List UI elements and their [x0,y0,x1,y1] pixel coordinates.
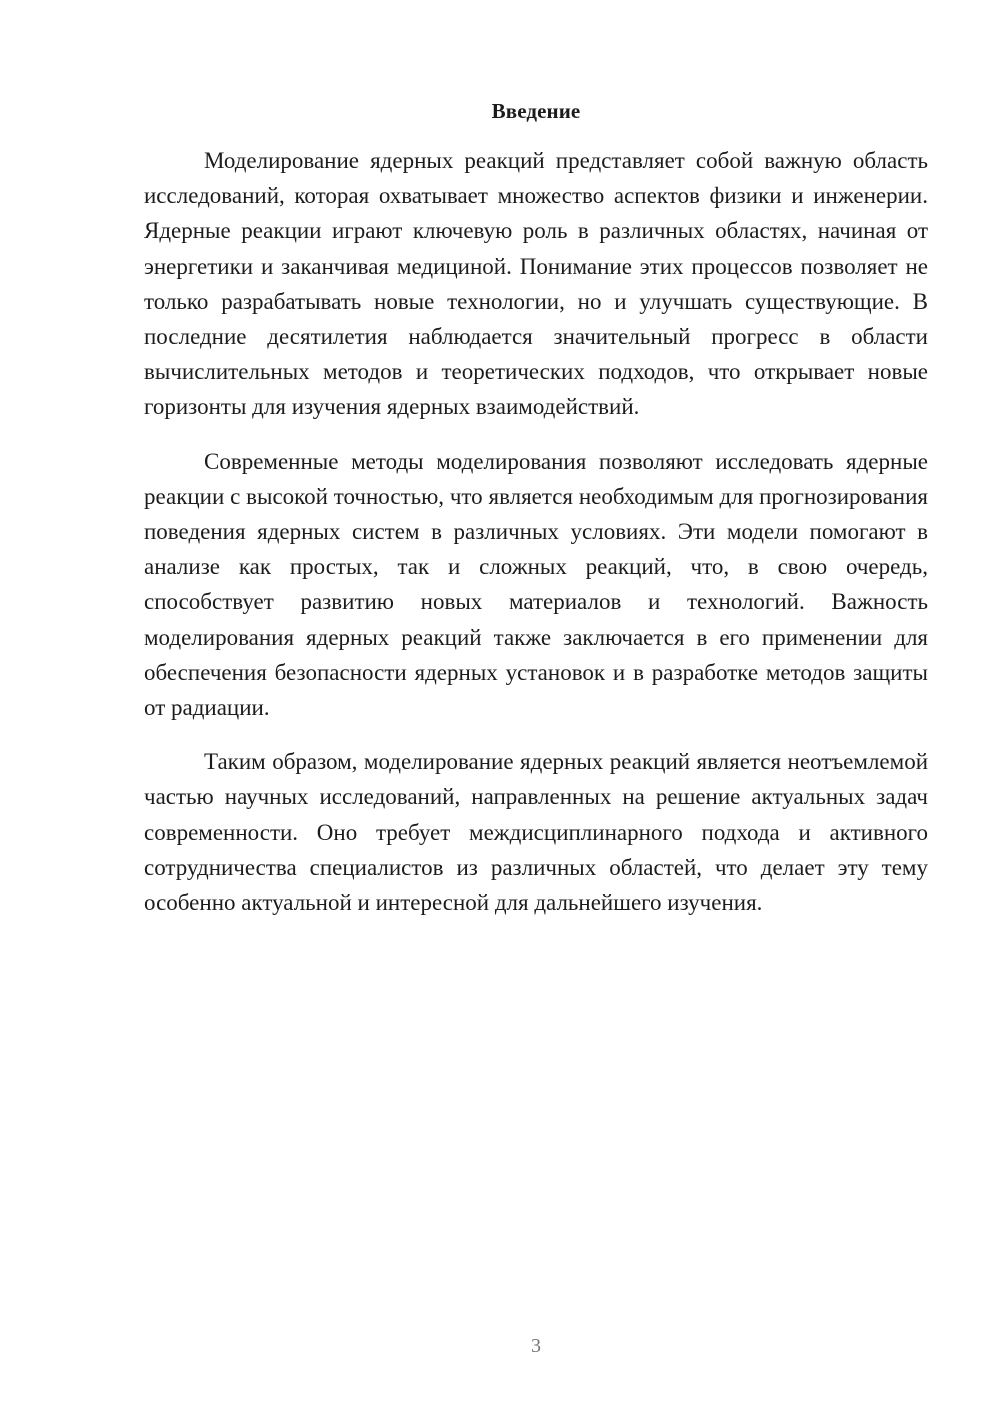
page-number: 3 [531,1335,541,1357]
paragraph-1: Моделирование ядерных реакций представляет собой важную область исследований, которая охватывает множество аспектов физики и инженерии. Ядерные реакции играют ключевую роль в различных областях, начиная от энергетики и заканчивая медициной. Понимание этих процессов позволяет не только разрабатывать новые технологии, но и улучшать существующие. В последние десятилетия наблюдается значительный прогресс в области вычислительных методов и теоретических подходов, что открывает новые горизонты для изучения ядерных взаимодействий. [144,148,928,420]
paragraph-3: Таким образом, моделирование ядерных реакций является неотъемлемой частью научных исследований, направленных на решение актуальных задач современности. Оно требует междисциплинарного подхода и активного сотрудничества специалистов из различных областей, что делает эту тему особенно актуальной и интересной для дальнейшего изучения. [144,749,928,916]
section-heading: Введение [491,99,581,123]
body-text [144,143,928,920]
paragraph-2: Современные методы моделирования позволяют исследовать ядерные реакции с высокой точностью, что является необходимым для прогнозирования поведения ядерных систем в различных условиях. Эти модели помогают в анализе как простых, так и сложных реакций, что, в свою очередь, способствует развитию новых материалов и технологий. Важность моделирования ядерных реакций также заключается в его применении для обеспечения безопасности ядерных установок и в разработке методов защиты от радиации. [144,448,928,721]
